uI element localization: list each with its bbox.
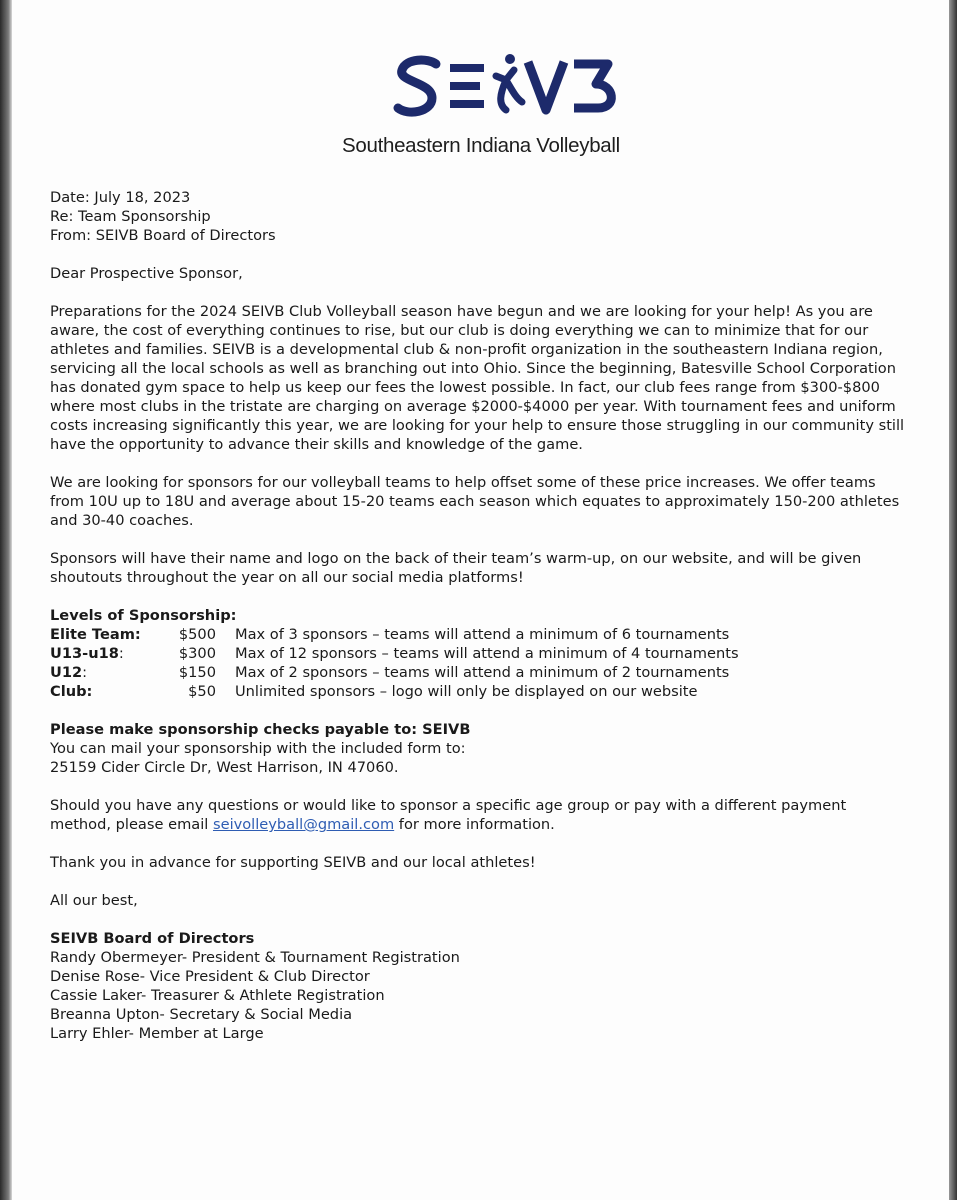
level-price: $150	[178, 664, 216, 681]
level-name: Elite Team:	[50, 626, 141, 643]
level-price: $50	[188, 683, 216, 700]
logo-player-figure	[496, 70, 522, 110]
level-price: $500	[178, 626, 216, 643]
letter-page	[12, 0, 949, 1200]
level-name: U12:	[50, 664, 88, 681]
level-row	[50, 644, 910, 663]
board-member: Denise Rose- Vice President & Club Director	[50, 968, 370, 985]
logo-letter-e-top	[450, 64, 484, 72]
letter-date: Date: July 18, 2023	[50, 189, 191, 206]
letter-header	[50, 188, 910, 245]
level-price: $300	[178, 645, 216, 662]
scan-edge-left	[0, 0, 12, 1200]
letter-content	[50, 188, 910, 1043]
board-member: Breanna Upton- Secretary & Social Media	[50, 1006, 353, 1023]
level-name: U13-u18:	[50, 645, 124, 662]
level-desc: Max of 2 sponsors – teams will attend a minimum of 2 tournaments	[235, 664, 730, 681]
board-title: SEIVB Board of Directors	[50, 930, 255, 947]
questions-paragraph: Should you have any questions or would like to sponsor a specific age group or pay with a different payment method, please email seivolleyball@gmail.com for more information.	[50, 797, 847, 833]
board-member: Randy Obermeyer- President & Tournament Registration	[50, 949, 460, 966]
closing-line: All our best,	[50, 892, 138, 909]
level-name: Club:	[50, 683, 93, 700]
board-member: Cassie Laker- Treasurer & Athlete Registration	[50, 987, 385, 1004]
level-row	[50, 625, 910, 644]
paragraph-benefits: Sponsors will have their name and logo on the back of their team’s warm-up, on our website, and will be given shoutouts throughout the year on all our social media platforms!	[50, 550, 862, 586]
level-desc: Max of 3 sponsors – teams will attend a minimum of 6 tournaments	[235, 626, 730, 643]
level-row	[50, 663, 910, 682]
logo-letter-e-mid	[450, 82, 480, 90]
paragraph-intro: Preparations for the 2024 SEIVB Club Volleyball season have begun and we are looking for your help! As you are aware, the cost of everything continues to rise, but our club is doing everything we can to minimize that for our athletes and families. SEIVB is a developmental club & non-profit organization in the southeastern Indiana region, servicing all the local schools as well as branching out into Ohio. Since the beginning, Batesville School Corporation has donated gym space to help us keep our fees the lowest possible. In fact, our club fees range from $300-$800 where most clubs in the tristate are charging on average $2000-$4000 per year. With tournament fees and uniform costs increasing significantly this year, we are looking for your help to ensure those struggling in our community still have the opportunity to advance their skills and knowledge of the game.	[50, 303, 905, 453]
board-member: Larry Ehler- Member at Large	[50, 1025, 264, 1042]
level-desc: Max of 12 sponsors – teams will attend a minimum of 4 tournaments	[235, 645, 739, 662]
logo-player-ball	[505, 54, 515, 64]
letter-subject: Re: Team Sponsorship	[50, 208, 211, 225]
email-link[interactable]: seivolleyball@gmail.com	[212, 816, 395, 833]
mailing-address: 25159 Cider Circle Dr, West Harrison, IN 47060.	[50, 759, 399, 776]
seivb-logo	[388, 50, 628, 130]
logo-letter-b	[574, 64, 611, 108]
level-row	[50, 682, 910, 701]
logo-letter-e-bottom	[450, 100, 484, 108]
logo-letter-v	[528, 62, 564, 110]
letter-from: From: SEIVB Board of Directors	[50, 227, 276, 244]
logo-letter-s	[398, 60, 436, 112]
salutation: Dear Prospective Sponsor,	[50, 265, 243, 282]
payment-mail-line: You can mail your sponsorship with the included form to:	[50, 740, 466, 757]
thanks-line: Thank you in advance for supporting SEIVB and our local athletes!	[50, 854, 536, 871]
payment-heading: Please make sponsorship checks payable to: SEIVB	[50, 721, 471, 738]
levels-title: Levels of Sponsorship:	[50, 607, 237, 624]
level-desc: Unlimited sponsors – logo will only be displayed on our website	[235, 683, 698, 700]
scan-edge-right	[949, 0, 957, 1200]
paragraph-teams: We are looking for sponsors for our volleyball teams to help offset some of these price increases. We offer teams from 10U up to 18U and average about 15-20 teams each season which equates to approximately 150-200 athletes and 30-40 coaches.	[50, 474, 900, 529]
org-name: Southeastern Indiana Volleyball	[342, 134, 620, 157]
